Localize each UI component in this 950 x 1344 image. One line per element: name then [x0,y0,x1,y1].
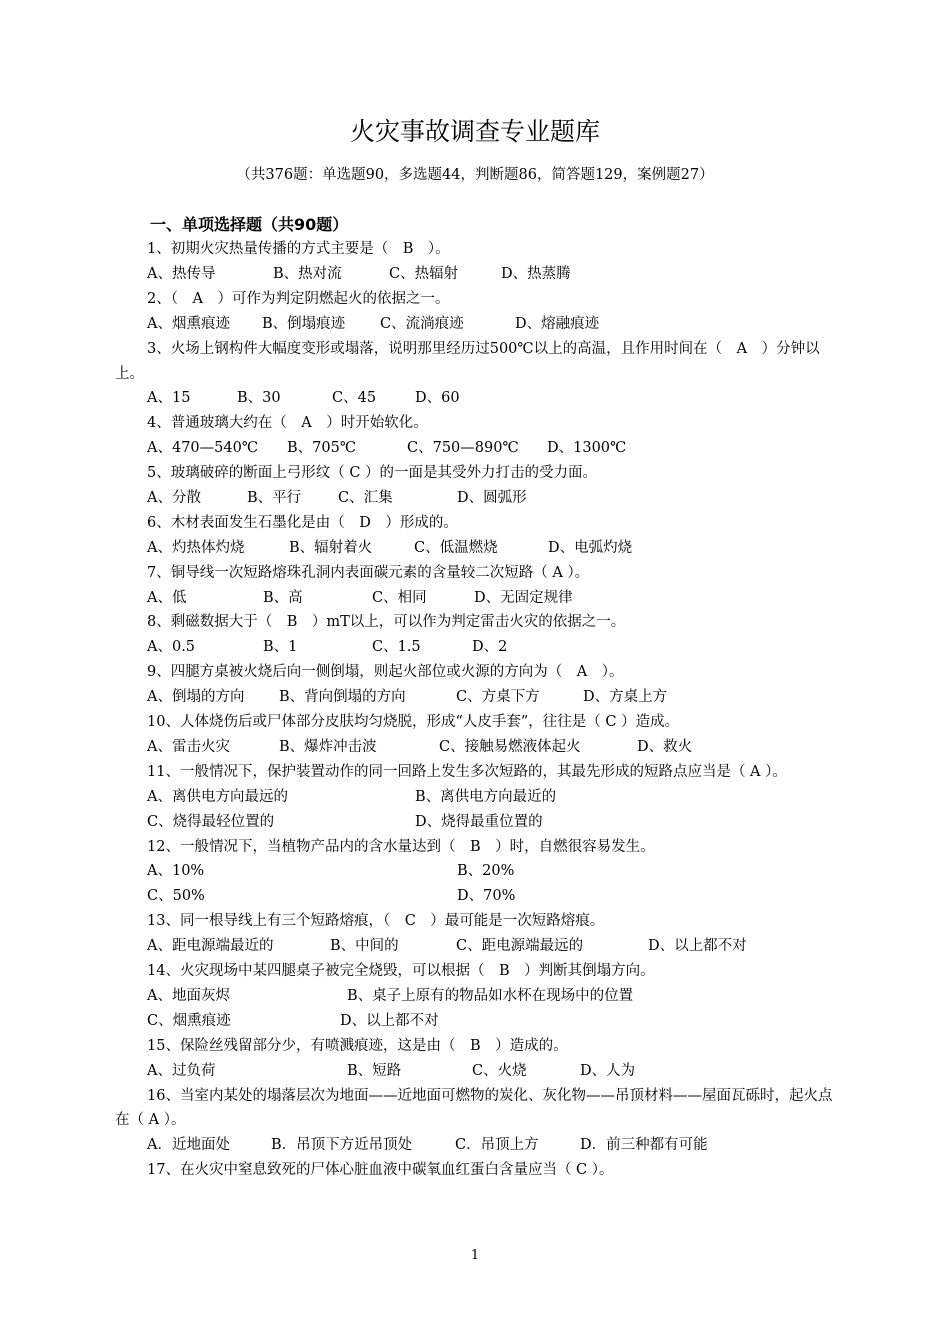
question-text: 14、火灾现场中某四腿桌子被完全烧毁，可以根据（ B ）判断其倒塌方向。 [147,963,655,980]
answer-option: D、以上都不对 [340,1012,439,1029]
answer-option: C、烧得最轻位置的 [147,813,275,830]
answer-option: A、倒塌的方向 [147,689,245,706]
answer-option: A、雷击火灾 [147,738,230,755]
answer-option: C．吊顶上方 [455,1137,539,1154]
answer-option: C、50% [147,888,205,905]
answer-option: D、电弧灼烧 [548,539,633,556]
answer-options [115,586,845,611]
answer-options [115,436,845,461]
answer-options [115,536,845,561]
answer-option: D、救火 [637,738,693,755]
answer-option: B、平行 [247,490,302,506]
answer-option: B、高 [263,589,303,606]
question-text: 8、剩磁数据大于（ B ）mT以上，可以作为判定雷击火灾的依据之一。 [147,614,626,631]
document-title: 火灾事故调查专业题库 [349,117,600,146]
question-text: 16、当室内某处的塌落层次为地面——近地面可燃物的炭化、灰化物——吊顶材料——屋面瓦砾时，起火点在（ A ）。 [115,1087,833,1129]
answer-option: C、火烧 [472,1062,527,1079]
answer-option: A、地面灰烬 [147,987,230,1004]
answer-options [115,685,845,710]
answer-option: B、20% [457,863,515,880]
question-text: 9、四腿方桌被火烧后向一侧倒塌，则起火部位或火源的方向为（ A ）。 [147,664,624,681]
question-text: 10、人体烧伤后或尸体部分皮肤均匀烧脱，形成“人皮手套”，往往是（ C ）造成。 [147,714,680,731]
question-text: 1、初期火灾热量传播的方式主要是（ B ）。 [147,241,450,257]
answer-option: D、人为 [580,1062,636,1079]
question-text: 4、普通玻璃大约在（ A ）时开始软化。 [147,415,428,432]
answer-option: A、低 [147,589,187,606]
answer-option: C、热辐射 [389,265,459,282]
answer-option: D、1300℃ [547,440,627,457]
answer-option: A、离供电方向最远的 [147,788,288,805]
answer-option: A、分散 [147,490,201,506]
answer-options [115,312,845,337]
answer-options [115,859,845,884]
answer-options [115,486,845,511]
answer-option: A、距电源端最近的 [147,938,274,955]
answer-options [115,262,845,287]
answer-option: A、灼热体灼烧 [147,539,245,556]
answer-option: B、中间的 [330,938,399,955]
answer-option: D、烧得最重位置的 [415,813,543,830]
answer-option: C、汇集 [338,490,393,506]
answer-option: C、750—890℃ [407,440,519,457]
answer-option: C、相同 [372,589,427,606]
question-text: 11、一般情况下，保护装置动作的同一回路上发生多次短路的，其最先形成的短路点应当是（ A ）。 [147,763,787,780]
answer-options [115,635,845,660]
answer-option: D、以上都不对 [648,938,747,955]
answer-options [115,735,845,760]
question-text: 6、木材表面发生石墨化是由（ D ）形成的。 [147,514,458,531]
answer-option: D．前三种都有可能 [580,1137,708,1154]
answer-option: C、1.5 [372,639,421,656]
question-text: 12、一般情况下，当植物产品内的含水量达到（ B ）时，自燃很容易发生。 [147,838,655,855]
answer-options [115,810,845,835]
answer-option: A、470—540℃ [147,440,259,457]
answer-option: B、桌子上原有的物品如水杯在现场中的位置 [347,987,634,1004]
question-list [115,237,845,1183]
answer-option: D、60 [415,390,460,407]
answer-option: A．近地面处 [147,1137,230,1154]
answer-option: B．吊顶下方近吊顶处 [271,1137,413,1154]
answer-option: A、过负荷 [147,1062,216,1079]
answer-option: C、低温燃烧 [414,539,498,556]
answer-options [115,984,845,1009]
answer-option: B、爆炸冲击波 [279,738,377,755]
answer-option: D、熔融痕迹 [515,315,600,332]
document-subtitle: （共376题：单选题90，多选题44，判断题86，简答题129，案例题27） [236,167,714,183]
answer-option: B、热对流 [273,265,342,282]
section-heading: 一、单项选择题（共90题） [150,215,349,234]
page-number: 1 [470,1248,480,1263]
question-text: 7、铜导线一次短路熔珠孔洞内表面碳元素的含量较二次短路（ A ）。 [147,564,590,581]
answer-option: B、705℃ [287,440,357,457]
question-text: 3、火场上钢构件大幅度变形或塌落，说明那里经历过500℃以上的高温，且作用时间在（ A ）分钟以上。 [115,340,820,382]
answer-option: A、热传导 [147,265,216,282]
answer-options [115,785,845,810]
answer-option: D、热蒸腾 [501,265,571,282]
question-text: 2、（ A ）可作为判定阴燃起火的依据之一。 [147,290,450,307]
answer-option: A、15 [147,390,191,407]
answer-option: D、圆弧形 [457,490,527,506]
answer-options [115,934,845,959]
question-text: 15、保险丝残留部分少，有喷溅痕迹，这是由（ B ）造成的。 [147,1037,568,1054]
answer-option: C、方桌下方 [456,689,540,706]
answer-option: C、流淌痕迹 [380,315,464,332]
answer-options [115,386,845,411]
answer-option: A、10% [147,863,205,880]
question-text: 13、同一根导线上有三个短路熔痕，（ C ）最可能是一次短路熔痕。 [147,913,605,930]
answer-option: D、方桌上方 [583,689,668,706]
answer-option: C、距电源端最远的 [456,938,584,955]
answer-option: D、70% [457,888,516,905]
answer-option: B、1 [263,639,298,656]
answer-option: D、无固定规律 [474,589,573,606]
answer-options [115,1059,845,1084]
answer-option: B、背向倒塌的方向 [279,689,406,706]
answer-option: A、烟熏痕迹 [147,315,230,332]
answer-option: B、短路 [347,1062,402,1079]
answer-option: D、2 [472,639,508,656]
answer-options [115,1133,845,1158]
answer-option: B、倒塌痕迹 [262,315,346,332]
answer-option: B、离供电方向最近的 [415,788,557,805]
answer-option: C、烟熏痕迹 [147,1012,231,1029]
answer-options [115,1009,845,1034]
answer-options [115,884,845,909]
answer-option: A、0.5 [147,639,196,656]
question-text: 17、在火灾中窒息致死的尸体心脏血液中碳氧血红蛋白含量应当（ C ）。 [147,1162,614,1179]
question-text: 5、玻璃破碎的断面上弓形纹（ C ）的一面是其受外力打击的受力面。 [147,465,598,482]
answer-option: B、30 [237,390,281,407]
answer-option: C、45 [332,390,377,407]
answer-option: B、辐射着火 [289,539,373,556]
answer-option: C、接触易燃液体起火 [439,738,581,755]
